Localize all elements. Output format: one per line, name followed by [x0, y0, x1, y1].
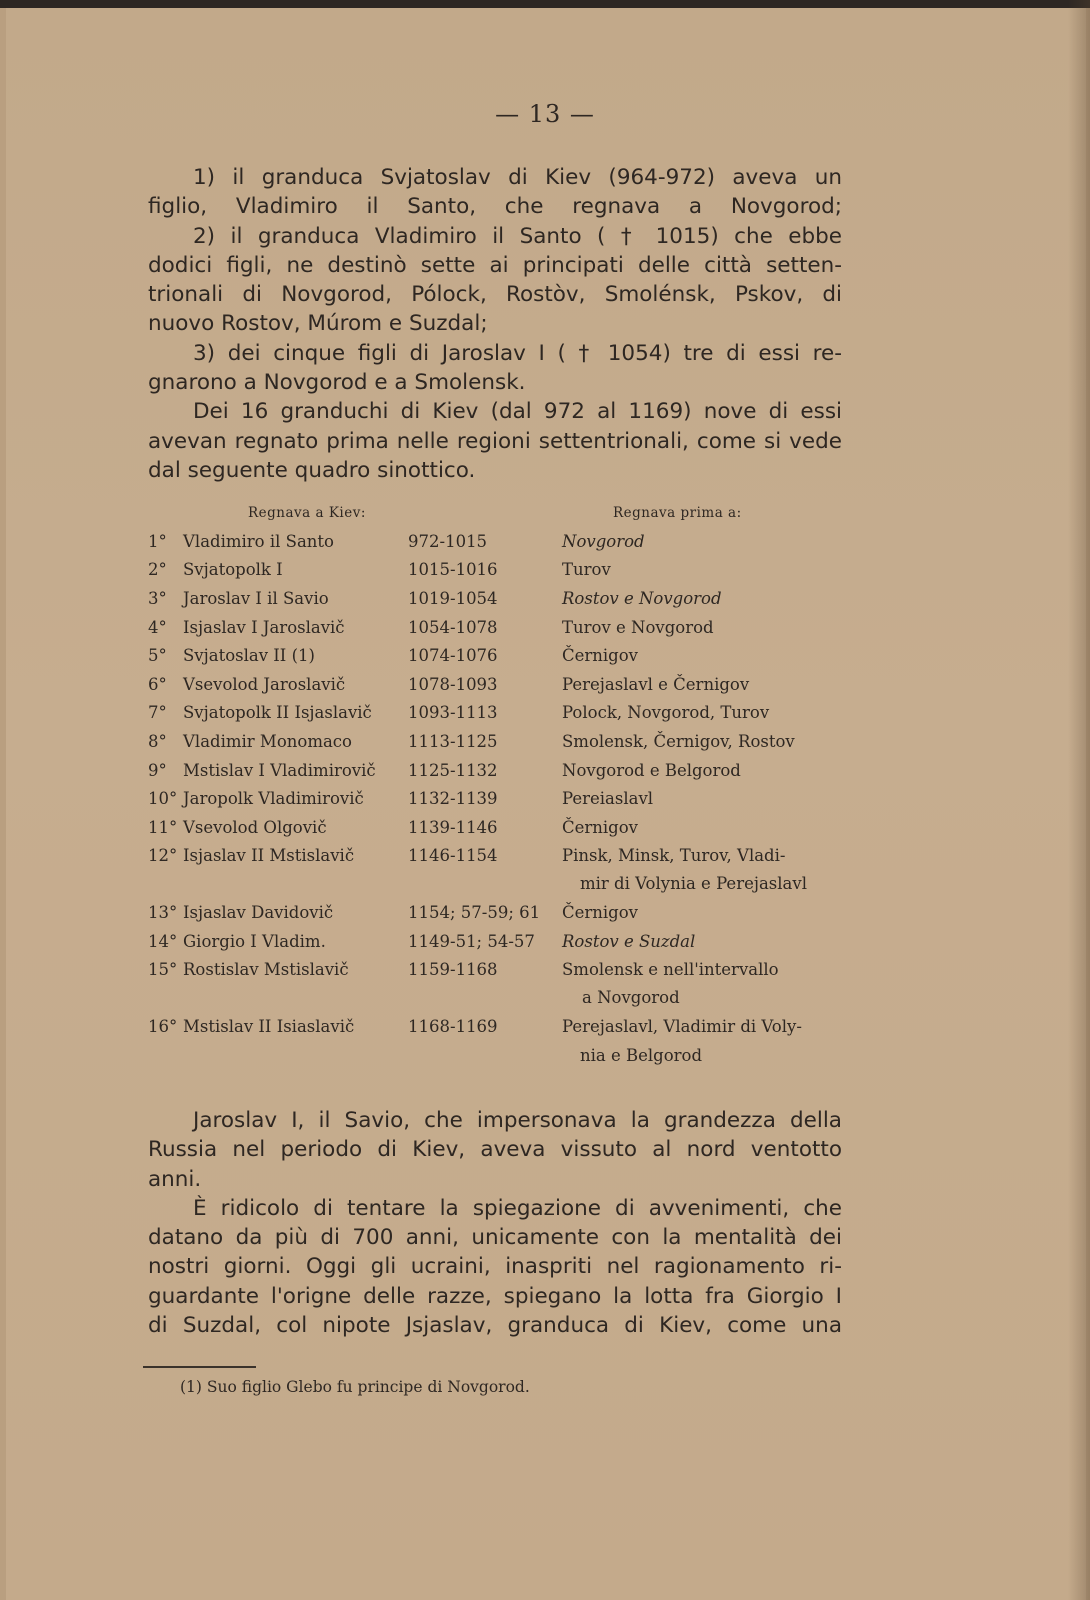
- row-number: 12°: [148, 846, 178, 865]
- table-row: [148, 1017, 848, 1046]
- reign-years: 1093-1113: [408, 703, 498, 722]
- ruler-name: Svjatopolk I: [183, 560, 283, 579]
- row-number: 6°: [148, 675, 167, 694]
- reign-years: 1139-1146: [408, 818, 498, 837]
- previous-city: Perejaslavl e Černigov: [562, 675, 750, 694]
- reign-years: 1078-1093: [408, 675, 498, 694]
- previous-city: Novgorod: [562, 532, 645, 551]
- previous-city: Smolensk, Černigov, Rostov: [562, 732, 795, 751]
- reign-years: 1154; 57-59; 61: [408, 903, 541, 922]
- previous-city: Perejaslavl, Vladimir di Voly-: [562, 1017, 802, 1036]
- table-row: [148, 675, 848, 704]
- table-row: [148, 903, 848, 932]
- text-line: dal seguente quadro sinottico.: [148, 457, 476, 483]
- previous-city: Rostov e Novgorod: [562, 589, 722, 608]
- ruler-name: Jaroslav I il Savio: [183, 589, 329, 608]
- row-number: 1°: [148, 532, 167, 551]
- ruler-name: Isjaslav II Mstislavič: [183, 846, 355, 865]
- ruler-name: Jaropolk Vladimirovič: [183, 789, 364, 808]
- reign-years: 1019-1054: [408, 589, 498, 608]
- row-number: 8°: [148, 732, 167, 751]
- ruler-name: Vsevolod Olgovič: [183, 818, 327, 837]
- table-row: [148, 761, 848, 790]
- text-line: figlio, Vladimiro il Santo, che regnava a Novgorod;: [148, 194, 842, 220]
- ruler-name: Vladimiro il Santo: [183, 532, 334, 551]
- ruler-name: Giorgio I Vladim.: [183, 932, 326, 951]
- ruler-name: Isjaslav Davidovič: [183, 903, 334, 922]
- row-number: 5°: [148, 646, 167, 665]
- previous-city: Pereiaslavl: [562, 789, 654, 808]
- table-row: [148, 646, 848, 675]
- table-row: [148, 732, 848, 761]
- header-kiev: Regnava a Kiev:: [248, 505, 366, 521]
- text-line: avevan regnato prima nelle regioni settentrionali, come si vede: [148, 428, 842, 454]
- table-row: [148, 703, 848, 732]
- text-line: datano da più di 700 anni, unicamente con la mentalità dei: [148, 1225, 842, 1251]
- ruler-name: Isjaslav I Jaroslavič: [183, 618, 345, 637]
- previous-city-continuation: mir di Volynia e Perejaslavl: [580, 874, 807, 893]
- text-line: È ridicolo di tentare la spiegazione di avvenimenti, che: [193, 1195, 842, 1221]
- table-row: [148, 846, 848, 875]
- text-line: nuovo Rostov, Múrom e Suzdal;: [148, 311, 488, 337]
- text-line: 1) il granduca Svjatoslav di Kiev (964-972) aveva un: [193, 165, 842, 190]
- text-line: Dei 16 granduchi di Kiev (dal 972 al 1169) nove di essi: [193, 399, 842, 425]
- footnote: (1) Suo figlio Glebo fu principe di Novgorod.: [180, 1378, 530, 1396]
- ruler-name: Svjatoslav II (1): [183, 646, 315, 665]
- scan-right-shadow: [1068, 0, 1090, 1600]
- text-line: 2) il granduca Vladimiro il Santo ( † 1015) che ebbe: [193, 223, 842, 249]
- row-number: 2°: [148, 560, 167, 579]
- table-row: [148, 532, 848, 561]
- closing-paragraph: [148, 1106, 842, 1340]
- text-line: anni.: [148, 1166, 202, 1192]
- row-number: 10°: [148, 789, 178, 808]
- table-row: [148, 960, 848, 989]
- reign-years: 1125-1132: [408, 761, 498, 780]
- row-number: 11°: [148, 818, 178, 837]
- text-line: di Suzdal, col nipote Jsjaslav, granduca di Kiev, come una: [148, 1313, 842, 1339]
- ruler-name: Mstislav I Vladimirovič: [183, 761, 376, 780]
- row-number: 3°: [148, 589, 167, 608]
- row-number: 16°: [148, 1017, 178, 1036]
- table-row: [148, 818, 848, 847]
- text-line: dodici figli, ne destinò sette ai principati delle città setten-: [148, 252, 842, 278]
- ruler-name: Svjatopolk II Isjaslavič: [183, 703, 372, 722]
- scan-top-edge: [0, 0, 1090, 8]
- reign-years: 972-1015: [408, 532, 488, 551]
- row-number: 15°: [148, 960, 178, 979]
- row-number: 9°: [148, 761, 167, 780]
- intro-paragraph: [148, 163, 842, 485]
- previous-city: Turov: [562, 560, 611, 579]
- text-line: Russia nel periodo di Kiev, aveva vissuto al nord ventotto: [148, 1137, 842, 1163]
- ruler-name: Vsevolod Jaroslavič: [183, 675, 346, 694]
- reign-years: 1113-1125: [408, 732, 498, 751]
- text-line: gnarono a Novgorod e a Smolensk.: [148, 370, 526, 396]
- ruler-name: Rostislav Mstislavič: [183, 960, 349, 979]
- text-line: trionali di Novgorod, Pólock, Rostòv, Smolénsk, Pskov, di: [148, 282, 842, 308]
- table-row: [148, 560, 848, 589]
- row-number: 4°: [148, 618, 167, 637]
- previous-city: Černigov: [562, 646, 638, 665]
- reign-years: 1149-51; 54-57: [408, 932, 535, 951]
- row-number: 7°: [148, 703, 167, 722]
- previous-city: Polock, Novgorod, Turov: [562, 703, 770, 722]
- table-row: [148, 789, 848, 818]
- previous-city-continuation: nia e Belgorod: [580, 1046, 703, 1065]
- previous-city-continuation: a Novgorod: [582, 988, 680, 1007]
- previous-city: Černigov: [562, 818, 638, 837]
- header-previous: Regnava prima a:: [613, 505, 742, 521]
- reign-years: 1132-1139: [408, 789, 498, 808]
- text-line: 3) dei cinque figli di Jaroslav I ( † 1054) tre di essi re-: [193, 340, 842, 366]
- previous-city: Černigov: [562, 903, 638, 922]
- reign-years: 1054-1078: [408, 618, 498, 637]
- previous-city: Smolensk e nell'intervallo: [562, 960, 779, 979]
- reign-years: 1015-1016: [408, 560, 498, 579]
- text-line: nostri giorni. Oggi gli ucraini, inaspriti nel ragionamento ri-: [148, 1254, 842, 1280]
- table-row: [148, 589, 848, 618]
- reign-years: 1146-1154: [408, 846, 498, 865]
- text-line: guardante l'origne delle razze, spiegano la lotta fra Giorgio I: [148, 1283, 842, 1309]
- page-number: — 13 —: [495, 100, 595, 128]
- table-row: [148, 932, 848, 961]
- reign-years: 1168-1169: [408, 1017, 498, 1036]
- previous-city: Turov e Novgorod: [562, 618, 714, 637]
- table-row: [148, 618, 848, 647]
- row-number: 13°: [148, 903, 178, 922]
- reign-years: 1074-1076: [408, 646, 498, 665]
- previous-city: Novgorod e Belgorod: [562, 761, 741, 780]
- text-line: Jaroslav I, il Savio, che impersonava la grandezza della: [193, 1108, 842, 1133]
- previous-city: Pinsk, Minsk, Turov, Vladi-: [562, 846, 786, 865]
- footnote-rule: [143, 1366, 256, 1368]
- ruler-name: Vladimir Monomaco: [183, 732, 352, 751]
- row-number: 14°: [148, 932, 178, 951]
- ruler-name: Mstislav II Isiaslavič: [183, 1017, 355, 1036]
- previous-city: Rostov e Suzdal: [562, 932, 696, 951]
- reign-years: 1159-1168: [408, 960, 498, 979]
